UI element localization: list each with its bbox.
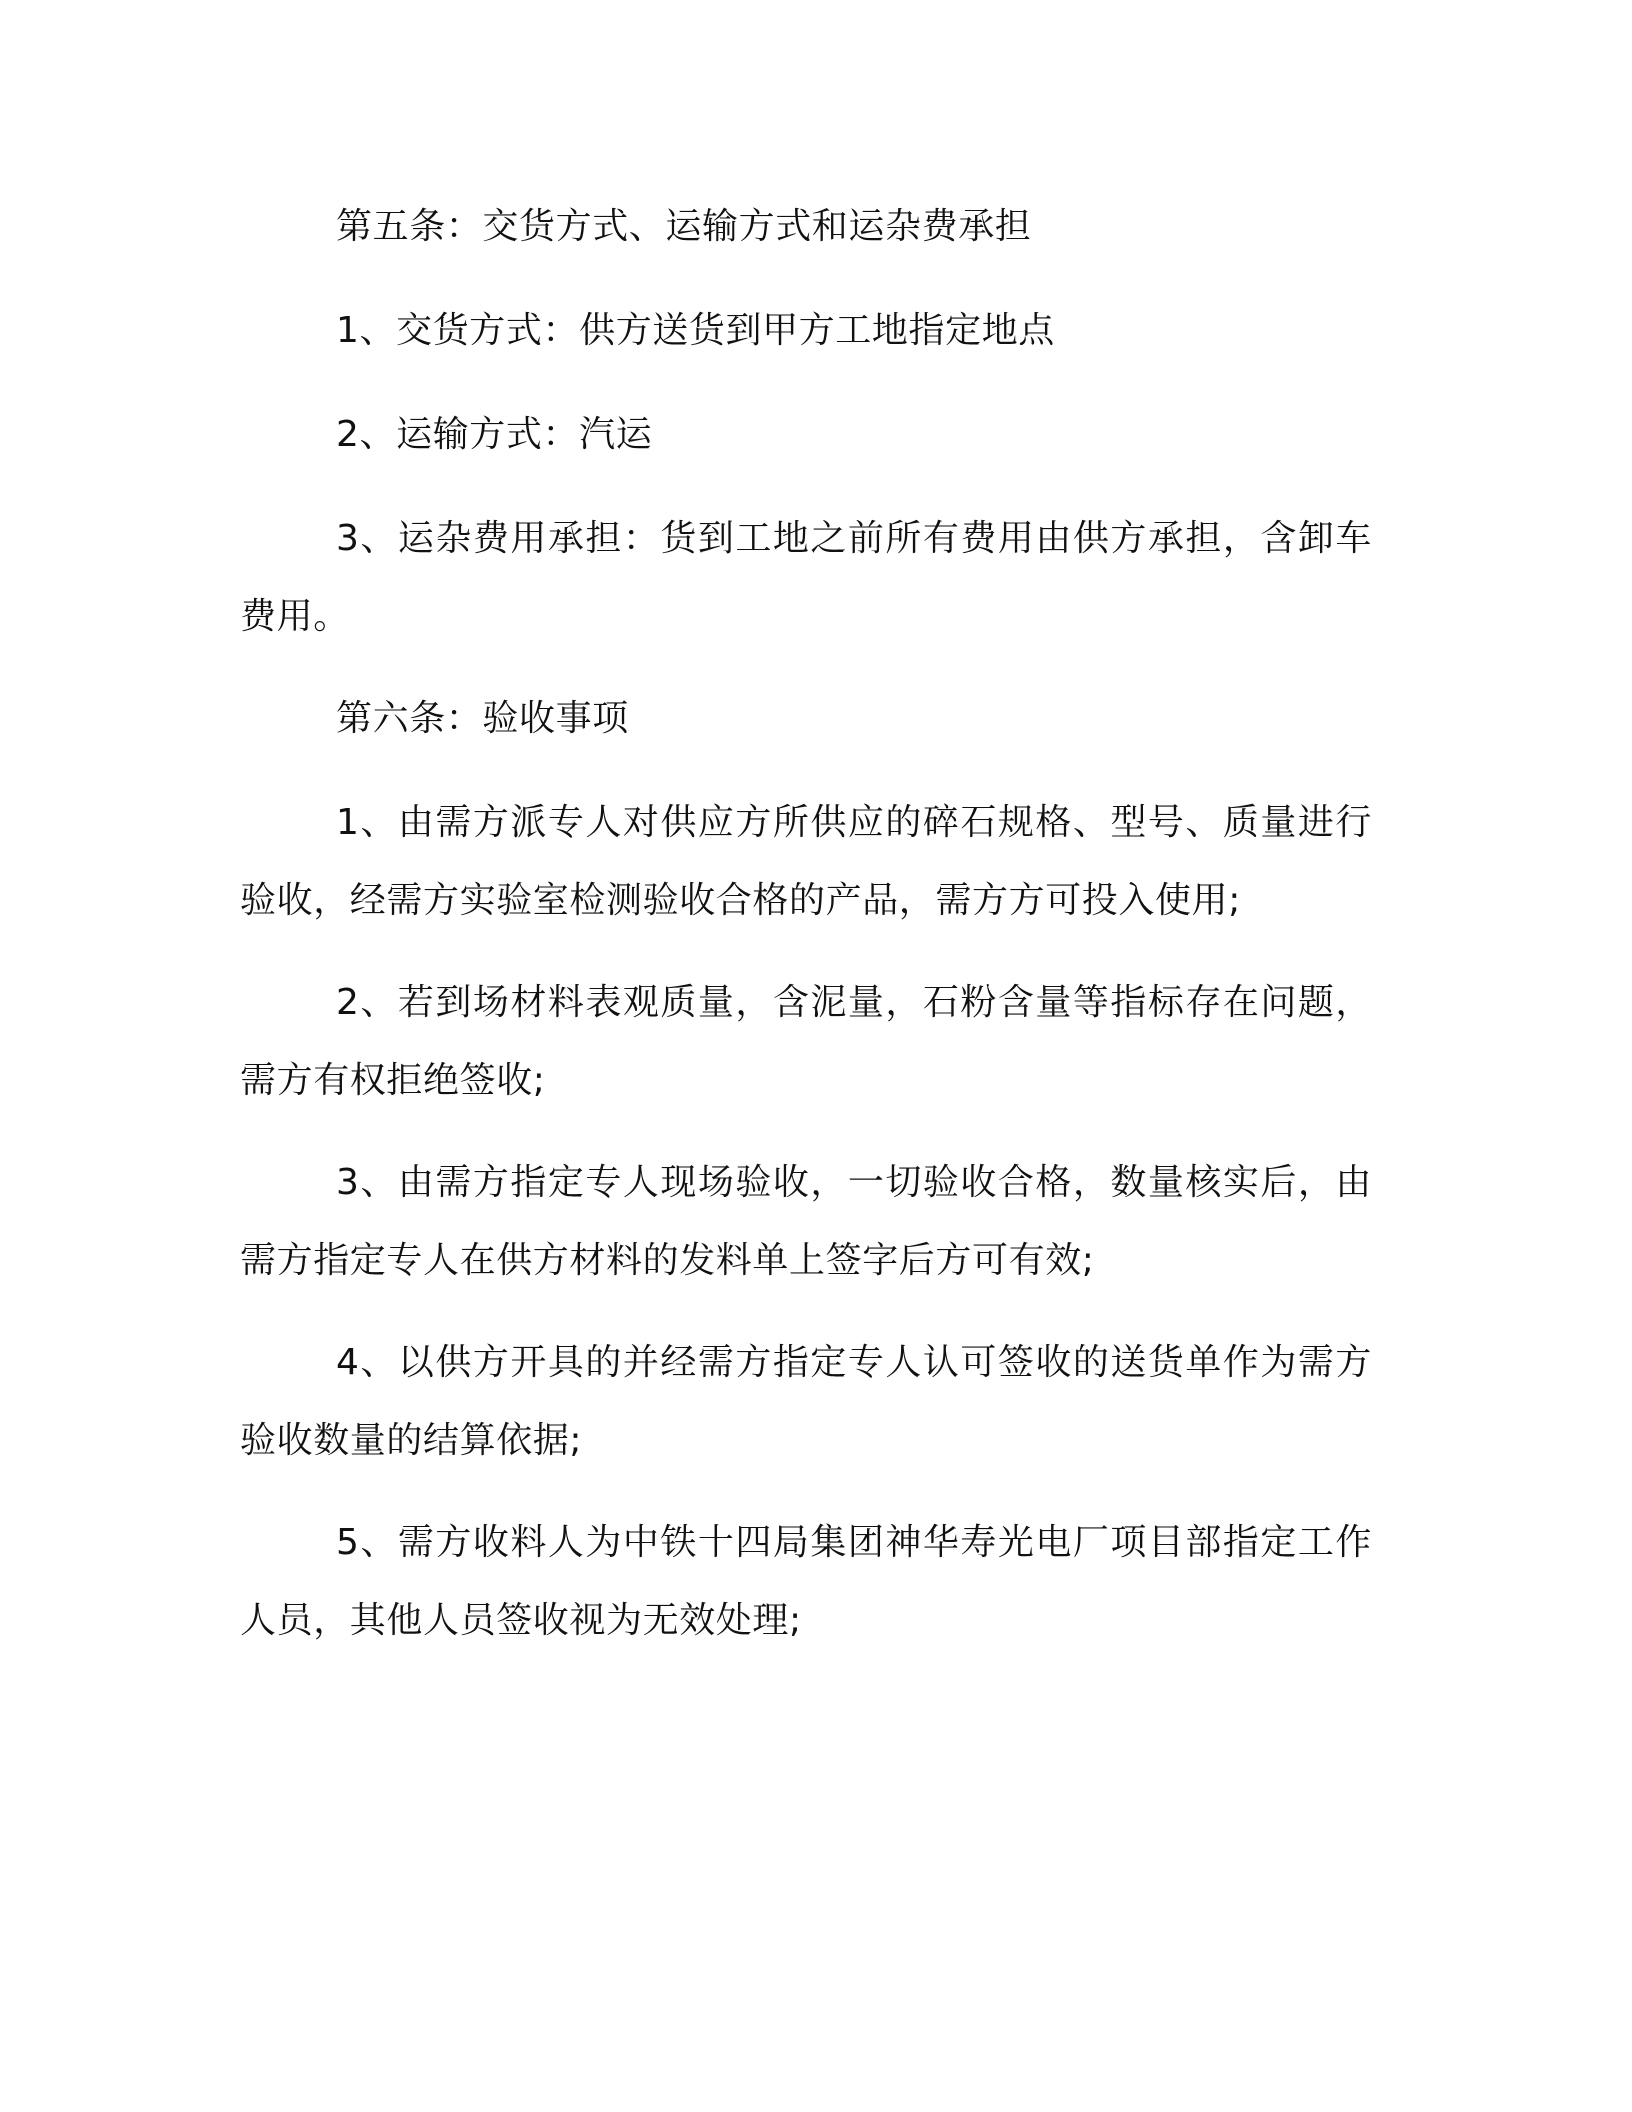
article-5-item-3: 3、运杂费用承担：货到工地之前所有费用由供方承担，含卸车费用。 (240, 518, 1372, 637)
article-6-heading: 第六条：验收事项 (336, 698, 629, 739)
article-6-item-5: 5、需方收料人为中铁十四局集团神华寿光电厂项目部指定工作人员，其他人员签收视为无效处理; (240, 1522, 1372, 1641)
article-6-item-4: 4、以供方开具的并经需方指定专人认可签收的送货单作为需方验收数量的结算依据; (240, 1342, 1372, 1461)
article-5-item-2: 2、运输方式：汽运 (336, 414, 653, 455)
article-5-heading: 第五条：交货方式、运输方式和运杂费承担 (336, 206, 1032, 247)
article-6-item-2: 2、若到场材料表观质量，含泥量，石粉含量等指标存在问题，需方有权拒绝签收; (240, 982, 1372, 1101)
article-6-item-1: 1、由需方派专人对供应方所供应的碎石规格、型号、质量进行验收，经需方实验室检测验收合格的产品，需方方可投入使用; (240, 802, 1372, 921)
article-5-item-1: 1、交货方式：供方送货到甲方工地指定地点 (336, 310, 1055, 351)
document-body (240, 188, 1372, 1684)
article-6-item-3: 3、由需方指定专人现场验收，一切验收合格，数量核实后，由需方指定专人在供方材料的发料单上签字后方可有效; (240, 1162, 1372, 1281)
